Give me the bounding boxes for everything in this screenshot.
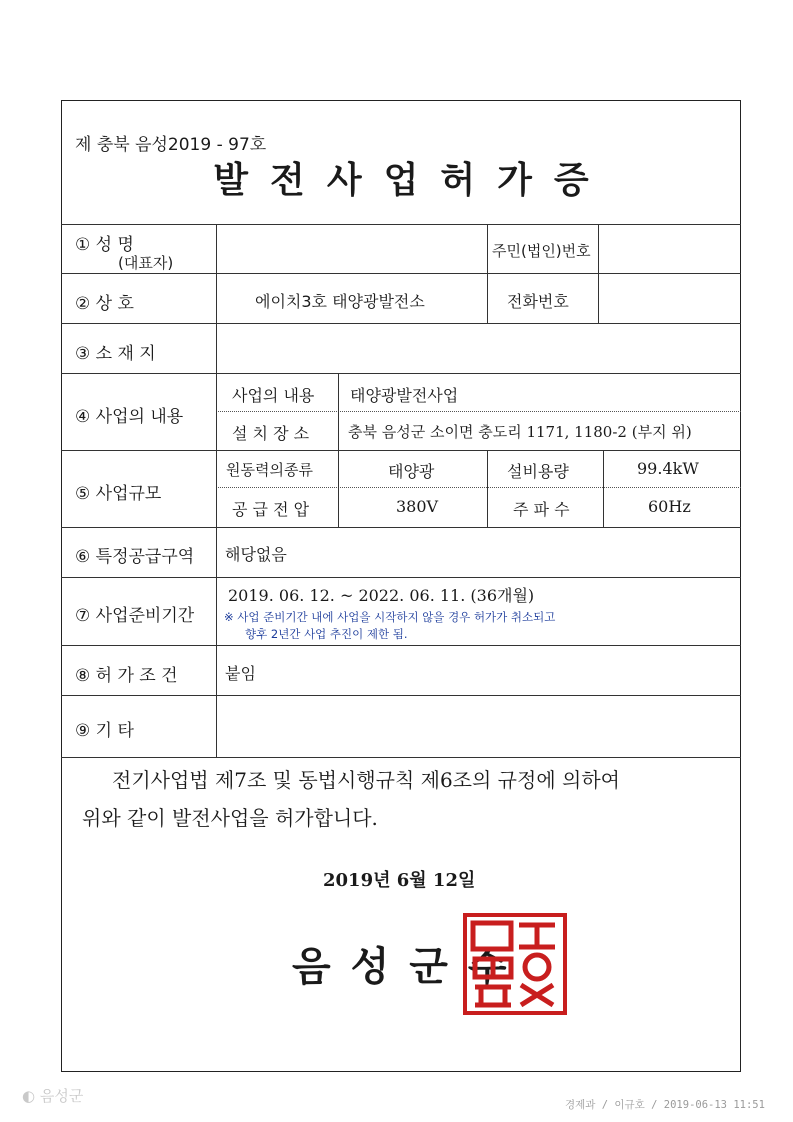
supply-voltage-value: 380V bbox=[396, 497, 439, 516]
grid-line bbox=[61, 527, 741, 528]
legal-statement-line2: 위와 같이 발전사업을 허가합니다. bbox=[82, 806, 378, 830]
grid-line bbox=[61, 645, 741, 646]
preparation-note-line2: 향후 2년간 사업 추진이 제한 됨. bbox=[245, 627, 408, 641]
document-number: 제 충북 음성2019 - 97호 bbox=[75, 135, 267, 155]
frequency-value: 60Hz bbox=[648, 497, 691, 516]
footer-logo bbox=[22, 1085, 83, 1106]
trade-name-label: ② 상 호 bbox=[75, 294, 134, 314]
issue-date: 2019년 6월 12일 bbox=[323, 870, 476, 891]
capacity-label: 설비용량 bbox=[507, 462, 569, 481]
installation-site-label: 설 치 장 소 bbox=[232, 424, 310, 443]
preparation-period-value: 2019. 06. 12. ~ 2022. 06. 11. (36개월) bbox=[228, 586, 535, 605]
grid-line bbox=[61, 450, 741, 451]
capacity-value: 99.4kW bbox=[637, 459, 699, 478]
permit-conditions-value: 붙임 bbox=[225, 664, 256, 683]
grid-line bbox=[216, 224, 217, 757]
business-content-value: 태양광발전사업 bbox=[350, 386, 459, 405]
logo-emblem-icon: ◐ bbox=[22, 1087, 40, 1105]
grid-line bbox=[61, 224, 741, 225]
grid-line bbox=[338, 450, 339, 527]
other-label: ⑨ 기 타 bbox=[75, 721, 134, 741]
grid-line bbox=[603, 450, 604, 527]
business-label: ④ 사업의 내용 bbox=[75, 407, 184, 427]
grid-line bbox=[61, 695, 741, 696]
preparation-note-line1: ※ 사업 준비기간 내에 사업을 시작하지 않을 경우 허가가 취소되고 bbox=[224, 610, 556, 624]
grid-line bbox=[61, 323, 741, 324]
grid-line bbox=[216, 487, 741, 488]
installation-site-value: 충북 음성군 소이면 충도리 1171, 1180-2 (부지 위) bbox=[348, 423, 692, 441]
special-supply-label: ⑥ 특정공급구역 bbox=[75, 547, 195, 567]
trade-name-value: 에이치3호 태양광발전소 bbox=[255, 292, 425, 311]
grid-line bbox=[61, 577, 741, 578]
special-supply-value: 해당없음 bbox=[225, 545, 287, 564]
supply-voltage-label: 공 급 전 압 bbox=[232, 500, 310, 519]
footer-logo-text: 음성군 bbox=[39, 1087, 84, 1105]
grid-line bbox=[487, 224, 488, 323]
name-label: ① 성 명 bbox=[75, 235, 134, 255]
prime-mover-value: 태양광 bbox=[388, 462, 435, 481]
preparation-period-label: ⑦ 사업준비기간 bbox=[75, 606, 195, 626]
location-label: ③ 소 재 지 bbox=[75, 344, 156, 364]
grid-line bbox=[216, 411, 741, 412]
grid-line bbox=[61, 273, 741, 274]
legal-statement-line1: 전기사업법 제7조 및 동법시행규칙 제6조의 규정에 의하여 bbox=[112, 768, 620, 792]
footer-print-stamp: 경제과 / 이규호 / 2019-06-13 11:51 bbox=[565, 1099, 765, 1111]
official-seal-icon bbox=[463, 913, 567, 1015]
issuer-name: 음성군수 bbox=[292, 943, 527, 990]
id-number-label: 주민(법인)번호 bbox=[492, 242, 591, 260]
scale-label: ⑤ 사업규모 bbox=[75, 484, 162, 504]
business-content-label: 사업의 내용 bbox=[232, 386, 315, 405]
grid-line bbox=[487, 450, 488, 527]
grid-line bbox=[61, 757, 741, 758]
frequency-label: 주 파 수 bbox=[513, 500, 570, 519]
permit-conditions-label: ⑧ 허 가 조 건 bbox=[75, 666, 178, 686]
phone-label: 전화번호 bbox=[507, 292, 569, 311]
grid-line bbox=[61, 373, 741, 374]
representative-label: (대표자) bbox=[118, 254, 174, 272]
prime-mover-label: 원동력의종류 bbox=[226, 461, 313, 479]
certificate-title: 발전사업허가증 bbox=[213, 159, 611, 201]
grid-line bbox=[598, 224, 599, 323]
grid-line bbox=[338, 373, 339, 450]
